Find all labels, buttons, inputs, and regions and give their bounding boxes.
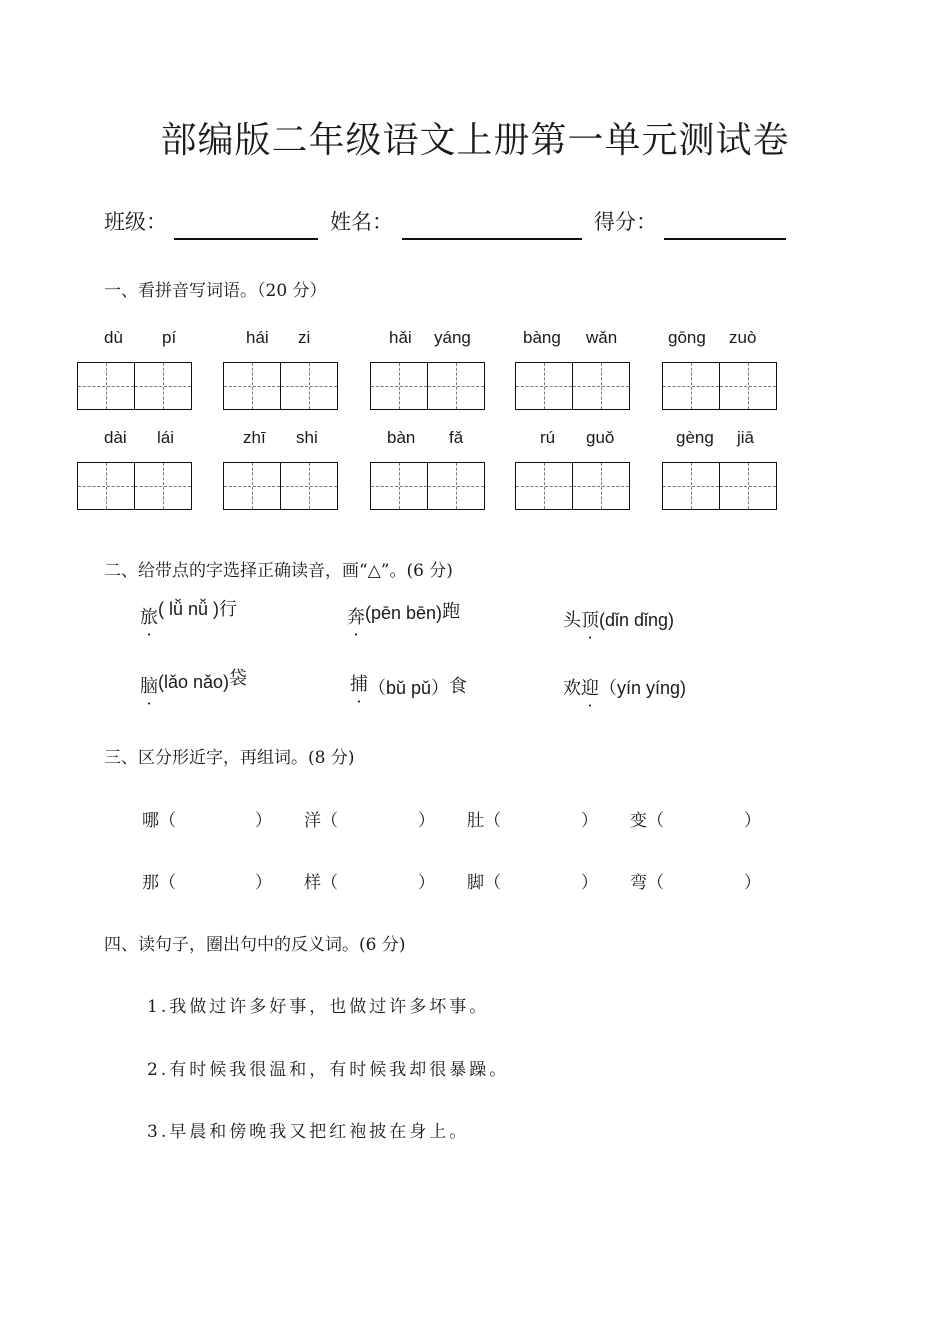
pinyin-options[interactable]: (dǐn dǐng) <box>599 610 675 630</box>
writing-grid[interactable] <box>77 462 192 510</box>
class-blank[interactable] <box>174 238 318 240</box>
writing-grid[interactable] <box>515 462 630 510</box>
pinyin: guǒ <box>586 428 615 447</box>
writing-grid[interactable] <box>370 362 485 410</box>
pronunciation-item <box>347 603 460 629</box>
score-label: 得分： <box>594 210 657 234</box>
dotted-char: 脑 <box>140 676 158 697</box>
word-open: 肚（ <box>467 811 501 831</box>
word-open: 变（ <box>630 811 664 831</box>
pinyin: shi <box>296 428 318 447</box>
dotted-char: 捕 <box>350 674 368 695</box>
pinyin-options[interactable]: (lǎo nǎo) <box>158 672 230 692</box>
word-close: ） <box>581 873 598 893</box>
pronunciation-item <box>140 599 238 629</box>
word-close: ） <box>744 811 761 831</box>
pinyin: jiā <box>737 428 755 447</box>
class-label: 班级： <box>104 210 167 234</box>
pinyin: wǎn <box>586 328 618 347</box>
pinyin: zi <box>298 328 311 347</box>
char: 食 <box>449 676 468 697</box>
pinyin: lái <box>157 428 175 447</box>
word-close: ） <box>255 811 272 831</box>
word-close: ） <box>418 873 435 893</box>
pronunciation-item <box>350 670 467 696</box>
pinyin-options[interactable]: （yín yíng) <box>599 678 687 698</box>
word-open: 脚（ <box>467 873 501 893</box>
char: 行 <box>219 599 238 620</box>
pronunciation-item <box>563 674 686 700</box>
word-open: 那（ <box>142 873 176 893</box>
word-close: ） <box>581 811 598 831</box>
char: 跑 <box>442 601 461 622</box>
section-3-heading: 三、区分形近字，再组词。(8 分) <box>104 748 355 768</box>
char: 欢 <box>563 678 581 699</box>
pinyin: dù <box>104 328 123 347</box>
pinyin: yáng <box>434 328 471 347</box>
page-title: 部编版二年级语文上册第一单元测试卷 <box>160 120 790 161</box>
pinyin: fǎ <box>449 428 464 447</box>
word-close: ） <box>418 811 435 831</box>
char: 头 <box>563 610 581 631</box>
score-blank[interactable] <box>664 238 786 240</box>
writing-grid[interactable] <box>662 462 777 510</box>
pinyin-options[interactable]: ( lǚ nǚ ) <box>158 599 220 619</box>
writing-grid[interactable] <box>662 362 777 410</box>
writing-grid[interactable] <box>77 362 192 410</box>
writing-grid[interactable] <box>515 362 630 410</box>
section-1-heading: 一、看拼音写词语。（20 分） <box>104 281 327 301</box>
pinyin: gèng <box>676 428 714 447</box>
pinyin: zuò <box>729 328 757 347</box>
pinyin: bàn <box>387 428 416 447</box>
pinyin: gōng <box>668 328 706 347</box>
pinyin-options[interactable]: (pēn bēn) <box>365 603 443 623</box>
pinyin: pí <box>162 328 177 347</box>
word-close: ） <box>255 873 272 893</box>
sentence[interactable]: 2.有时候我很温和，有时候我却很暴躁。 <box>147 1060 510 1080</box>
dotted-char: 迎 <box>581 678 599 699</box>
section-4-heading: 四、读句子，圈出句中的反义词。(6 分) <box>104 935 406 955</box>
word-open: 弯（ <box>630 873 664 893</box>
pinyin: hái <box>246 328 269 347</box>
name-label: 姓名： <box>330 210 393 234</box>
pinyin: dài <box>104 428 127 447</box>
dotted-char: 顶 <box>581 610 599 631</box>
word-open: 洋（ <box>304 811 338 831</box>
writing-grid[interactable] <box>370 462 485 510</box>
pinyin: bàng <box>523 328 561 347</box>
writing-grid[interactable] <box>223 462 338 510</box>
sentence[interactable]: 1.我做过许多好事，也做过许多坏事。 <box>147 997 490 1017</box>
pinyin: hǎi <box>389 328 412 347</box>
pinyin: rú <box>540 428 556 447</box>
sentence[interactable]: 3.早晨和傍晚我又把红袍披在身上。 <box>147 1122 470 1142</box>
word-open: 样（ <box>304 873 338 893</box>
word-close: ） <box>744 873 761 893</box>
name-blank[interactable] <box>402 238 582 240</box>
pronunciation-item <box>140 668 248 698</box>
dotted-char: 旅 <box>140 607 158 628</box>
pinyin-options[interactable]: （bǔ pǔ） <box>368 678 450 698</box>
writing-grid[interactable] <box>223 362 338 410</box>
word-open: 哪（ <box>142 811 176 831</box>
pinyin: zhī <box>243 428 266 447</box>
char: 袋 <box>229 668 248 689</box>
section-2-heading: 二、给带点的字选择正确读音，画“△”。(6 分) <box>104 561 453 581</box>
pronunciation-item <box>563 606 674 632</box>
dotted-char: 奔 <box>347 607 365 628</box>
